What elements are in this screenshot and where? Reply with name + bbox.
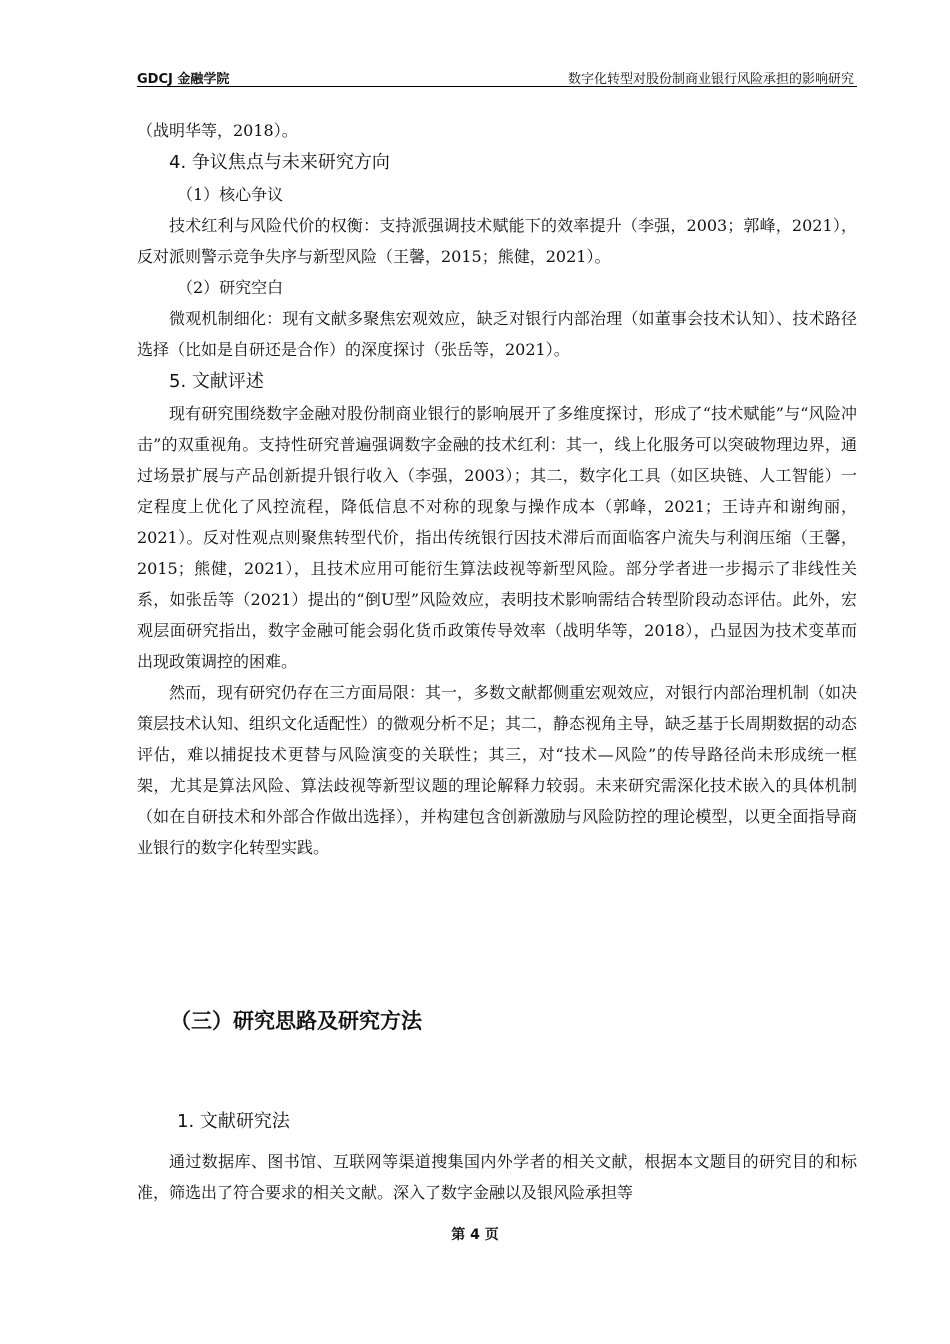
paragraph-method: 通过数据库、图书馆、互联网等渠道搜集国内外学者的相关文献，根据本文题目的研究目的和标准，筛选出了符合要求的相关文献。深入了数字金融以及银风险承担等 xyxy=(137,1152,857,1202)
section-title: （三）研究思路及研究方法 xyxy=(170,1009,422,1033)
header-divider xyxy=(137,86,857,87)
subheading-research-gap: （2）研究空白 xyxy=(177,278,284,297)
subheading-core-dispute: （1）核心争议 xyxy=(177,185,284,204)
method-body xyxy=(137,1146,857,1208)
paragraph-continued: （战明华等，2018）。 xyxy=(137,121,298,140)
page-number: 第 4 页 xyxy=(451,1227,499,1243)
paragraph-review-2: 然而，现有研究仍存在三方面局限：其一，多数文献都侧重宏观效应，对银行内部治理机制（如决策层技术认知、组织文化适配性）的微观分析不足；其二，静态视角主导，缺乏基于长周期数据的动态评估，难以捕捉技术更替与风险演变的关联性；其三，对“技术—风险”的传导路径尚未形成统一框架，尤其是算法风险、算法歧视等新型议题的理论解释力较弱。未来研究需深化技术嵌入的具体机制（如在自研技术和外部合作做出选择），并构建包含创新激励与风险防控的理论模型，以更全面指导商业银行的数字化转型实践。 xyxy=(137,683,858,857)
main-body xyxy=(137,115,857,863)
paragraph-research-gap: 微观机制细化：现有文献多聚焦宏观效应，缺乏对银行内部治理（如董事会技术认知）、技术路径选择（比如是自研还是合作）的深度探讨（张岳等，2021）。 xyxy=(137,309,857,359)
page-header-left: GDCJ 金融学院 xyxy=(137,72,230,87)
paragraph-review-1: 现有研究围绕数字金融对股份制商业银行的影响展开了多维度探讨，形成了“技术赋能”与“风险冲击”的双重视角。支持性研究普遍强调数字金融的技术红利：其一，线上化服务可以突破物理边界，通过场景扩展与产品创新提升银行收入（李强，2003）；其二，数字化工具（如区块链、人工智能）一定程度上优化了风控流程，降低信息不对称的现象与操作成本（郭峰，2021；王诗卉和谢绚丽，2021）。反对性观点则聚焦转型代价，指出传统银行因技术滞后而面临客户流失与利润压缩（王馨，2015；熊健，2021），且技术应用可能衍生算法歧视等新型风险。部分学者进一步揭示了非线性关系，如张岳等（2021）提出的“倒U型”风险效应，表明技术影响需结合转型阶段动态评估。此外，宏观层面研究指出，数字金融可能会弱化货币政策传导效率（战明华等，2018），凸显因为技术变革而出现政策调控的困难。 xyxy=(137,404,857,671)
method-heading: 1. 文献研究法 xyxy=(177,1111,290,1132)
page-header-title: 数字化转型对股份制商业银行风险承担的影响研究 xyxy=(567,72,854,87)
paragraph-core-dispute: 技术红利与风险代价的权衡：支持派强调技术赋能下的效率提升（李强，2003；郭峰，2021），反对派则警示竞争失序与新型风险（王馨，2015；熊健，2021）。 xyxy=(137,216,857,266)
heading-5: 5. 文献评述 xyxy=(169,371,264,392)
heading-4: 4. 争议焦点与未来研究方向 xyxy=(169,152,390,173)
